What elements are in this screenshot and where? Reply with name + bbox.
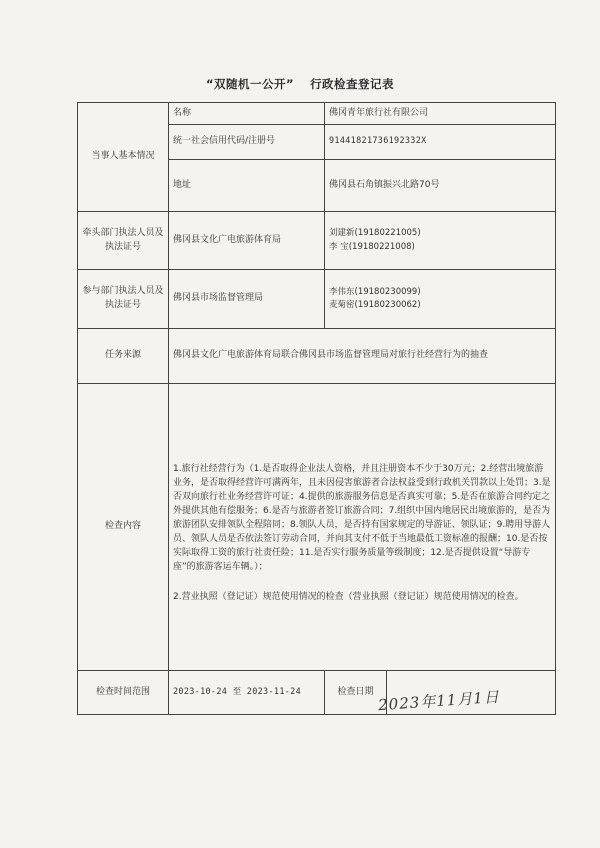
inspection-form-table — [77, 102, 556, 715]
address-value: 佛冈县石角镇振兴北路70号 — [325, 160, 556, 212]
name-label: 名称 — [169, 103, 325, 125]
table-row — [78, 270, 556, 329]
officer-line: 李伟东(19180230099) — [329, 286, 421, 297]
basic-info-label: 当事人基本情况 — [78, 103, 169, 212]
lead-dept-label: 牵头部门执法人员及执法证号 — [78, 212, 169, 270]
table-row — [78, 103, 556, 125]
officer-line: 刘建新(19180221005) — [329, 228, 421, 239]
check-content-item-1: 1.旅行社经营行为（1.是否取得企业法人资格，并且注册资本不少于30万元；2.经营出境旅游业务，是否取得经营许可满两年，且未因侵害旅游者合法权益受到行政机关罚款以上处罚；3.是否双向旅行社业务经营许可证；4.提供的旅游服务信息是否真实可靠；5.是否在旅游合同约定之外提供其他有偿服务；6.是否与旅游者签订旅游合同；7.组织中国内地居民出境旅游的，是否为旅游团队安排领队全程陪同；8.领队人员，是否持有国家规定的导游证、领队证；9.聘用导游人员、领队人员是否依法签订劳动合同，并向其支付不低于当地最低工资标准的报酬；10.是否按实际取得工资的旅行社责任险；11.是否实行服务质量等级制度；12.是否提供设置“导游专座”的旅游客运车辆。）； — [173, 464, 551, 572]
check-content-item-2: 2.营业执照（登记证）规范使用情况的检查（营业执照（登记证）规范使用情况的检查。 — [173, 591, 524, 602]
page-title — [0, 76, 600, 92]
officer-line: 李 宝(19180221008) — [329, 241, 415, 252]
table-row — [78, 212, 556, 270]
credit-code-value: 91441821736192332X — [325, 125, 556, 160]
lead-dept-value: 佛冈县文化广电旅游体育局 — [169, 212, 325, 270]
check-date-label: 检查日期 — [325, 671, 387, 715]
address-label: 地址 — [169, 160, 325, 212]
name-value: 佛冈青年旅行社有限公司 — [325, 103, 556, 125]
lead-officers — [325, 212, 556, 270]
partner-dept-value: 佛冈县市场监督管理局 — [169, 270, 325, 329]
title-quoted: “双随机一公开” — [205, 77, 295, 91]
credit-code-label: 统一社会信用代码/注册号 — [169, 125, 325, 160]
title-main: 行政检查登记表 — [310, 77, 395, 91]
partner-dept-label: 参与部门执法人员及执法证号 — [78, 270, 169, 329]
check-period-value: 2023-10-24 至 2023-11-24 — [169, 671, 325, 715]
handwritten-date-signature: 2023年11月1日 — [377, 687, 501, 715]
task-source-value: 佛冈县文化广电旅游体育局联合佛冈县市场监督管理局对旅行社经营行为的抽查 — [169, 329, 556, 384]
check-content-label: 检查内容 — [78, 384, 169, 671]
task-source-label: 任务来源 — [78, 329, 169, 384]
partner-officers — [325, 270, 556, 329]
table-row — [78, 384, 556, 671]
table-row — [78, 329, 556, 384]
check-period-label: 检查时间范围 — [78, 671, 169, 715]
check-content-value — [169, 384, 556, 671]
officer-line: 麦菊密(19180230062) — [329, 300, 421, 310]
